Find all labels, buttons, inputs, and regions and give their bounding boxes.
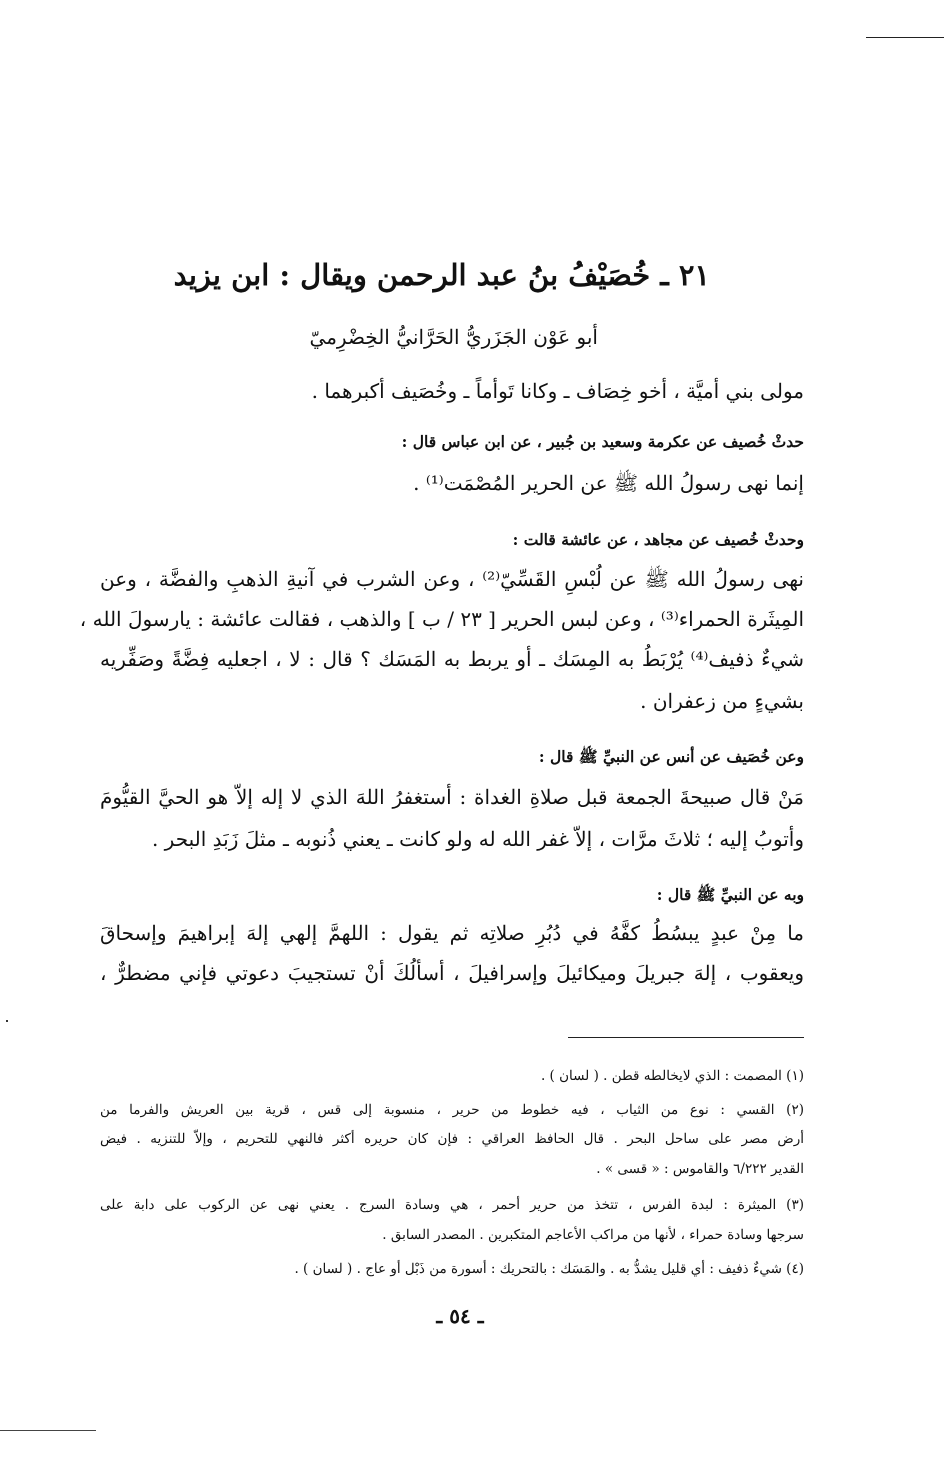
footnote-line: سرجها وسادة حمراء ، لأنها من مراكب الأعاجم المتكبرين . المصدر السابق . xyxy=(382,1227,804,1243)
hadith-line: ما مِنْ عبدٍ يبسُطُ كفَّهُ في دُبُرِ صلاتِه ثم يقول : اللهمَّ إلهي إلهَ إبراهيمَ وإسحاقَ xyxy=(100,921,805,945)
bottom-left-rule xyxy=(0,1430,96,1431)
text-line: مولى بني أميَّة ، أخو خِصَاف ـ وكانا تَوأماً ـ وخُصَيف أكبرهما . xyxy=(311,379,804,403)
footnote-line: (٣) الميثرة : لبدة الفرس ، تتخذ من حرير أحمر ، هي وسادة السرج . يعني نهى عن الركوب على دابة على xyxy=(100,1197,804,1213)
scan-speck xyxy=(6,1020,8,1022)
isnad-line: وعن خُصَيف عن أنس عن النبيِّ ﷺ قال : xyxy=(538,747,804,766)
isnad-line: حدثْ خُصيف عن عكرمة وسعيد بن جُبير ، عن ابن عباس قال : xyxy=(401,432,804,451)
hadith-line: المِيثَرة الحمراء⁽³⁾ ، وعن لبس الحرير [ ٢٣ / ب ] والذهب ، فقالت عائشة : يارسولَ الله ، xyxy=(79,607,804,631)
page-number: ـ ٥٤ ـ xyxy=(436,1304,484,1328)
footnote-line: (٢) القسي : نوع من الثياب ، فيه خطوط من حرير ، منسوبة إلى قس ، قرية بين العريش والفرما من xyxy=(100,1102,804,1118)
hadith-line: نهى رسولُ الله ﷺ عن لُبْسِ القَسِّيّ⁽²⁾ ، وعن الشرب في آنيةِ الذهبِ والفضَّة ، وعن xyxy=(100,567,804,591)
isnad-line: وحدثْ خُصيف عن مجاهد ، عن عائشة قالت : xyxy=(512,530,804,549)
hadith-line: بشيءٍ من زعفران . xyxy=(640,689,804,713)
hadith-line: إنما نهى رسولُ الله ﷺ عن الحرير المُصْمَت⁽¹⁾ . xyxy=(413,471,804,495)
entry-title: ٢١ ـ خُصَيْفُ بنُ عبد الرحمن ويقال : ابن يزيد xyxy=(173,258,710,292)
hadith-line: مَنْ قال صبيحةَ الجمعة قبل صلاةِ الغداة : أستغفرُ اللهَ الذي لا إله إلاّ هو الحيَّ القيُّومَ xyxy=(100,785,804,809)
entry-subtitle: أبو عَوْن الجَزَريُّ الحَرَّانيُّ الخِضْرِميّ xyxy=(309,325,598,349)
top-right-rule xyxy=(866,37,944,38)
footnote-line: (١) المصمت : الذي لايخالطه قطن . ( لسان ) . xyxy=(540,1068,804,1084)
footnote-separator xyxy=(568,1037,804,1038)
footnote-line: القدير ٦/٢٢٢ والقاموس : « قسى » . xyxy=(596,1161,804,1177)
footnote-line: أرض مصر على ساحل البحر . قال الحافظ العراقي : فإن كان حريره أكثر فالنهي للتحريم ، وإلاّ للتنزيه . فيض xyxy=(100,1131,804,1147)
hadith-line: شيءٌ ذفيف⁽⁴⁾ يُرْبَطُ به المِسَك ـ أو يربط به المَسَك ؟ قال : لا ، اجعليه فِضَّةً وصَفِّريه xyxy=(100,647,804,671)
isnad-line: وبه عن النبيِّ ﷺ قال : xyxy=(656,885,804,904)
footnote-line: (٤) شيءٌ ذفيف : أي قليل يشدُّ به . والمَسَك : بالتحريك : أسورة من ذَبْل أو عاج . ( لسان ) . xyxy=(294,1261,804,1277)
hadith-line: ويعقوب ، إلهَ جبريلَ وميكائيلَ وإسرافيلَ ، أسألُكَ أنْ تستجيبَ دعوتي فإني مضطرٌّ ، xyxy=(100,961,804,985)
hadith-line: وأتوبُ إليه ؛ ثلاثَ مرَّات ، إلاّ غفر الله له ولو كانت ـ يعني ذُنوبه ـ مثلَ زَبَدِ البحر . xyxy=(151,827,804,851)
